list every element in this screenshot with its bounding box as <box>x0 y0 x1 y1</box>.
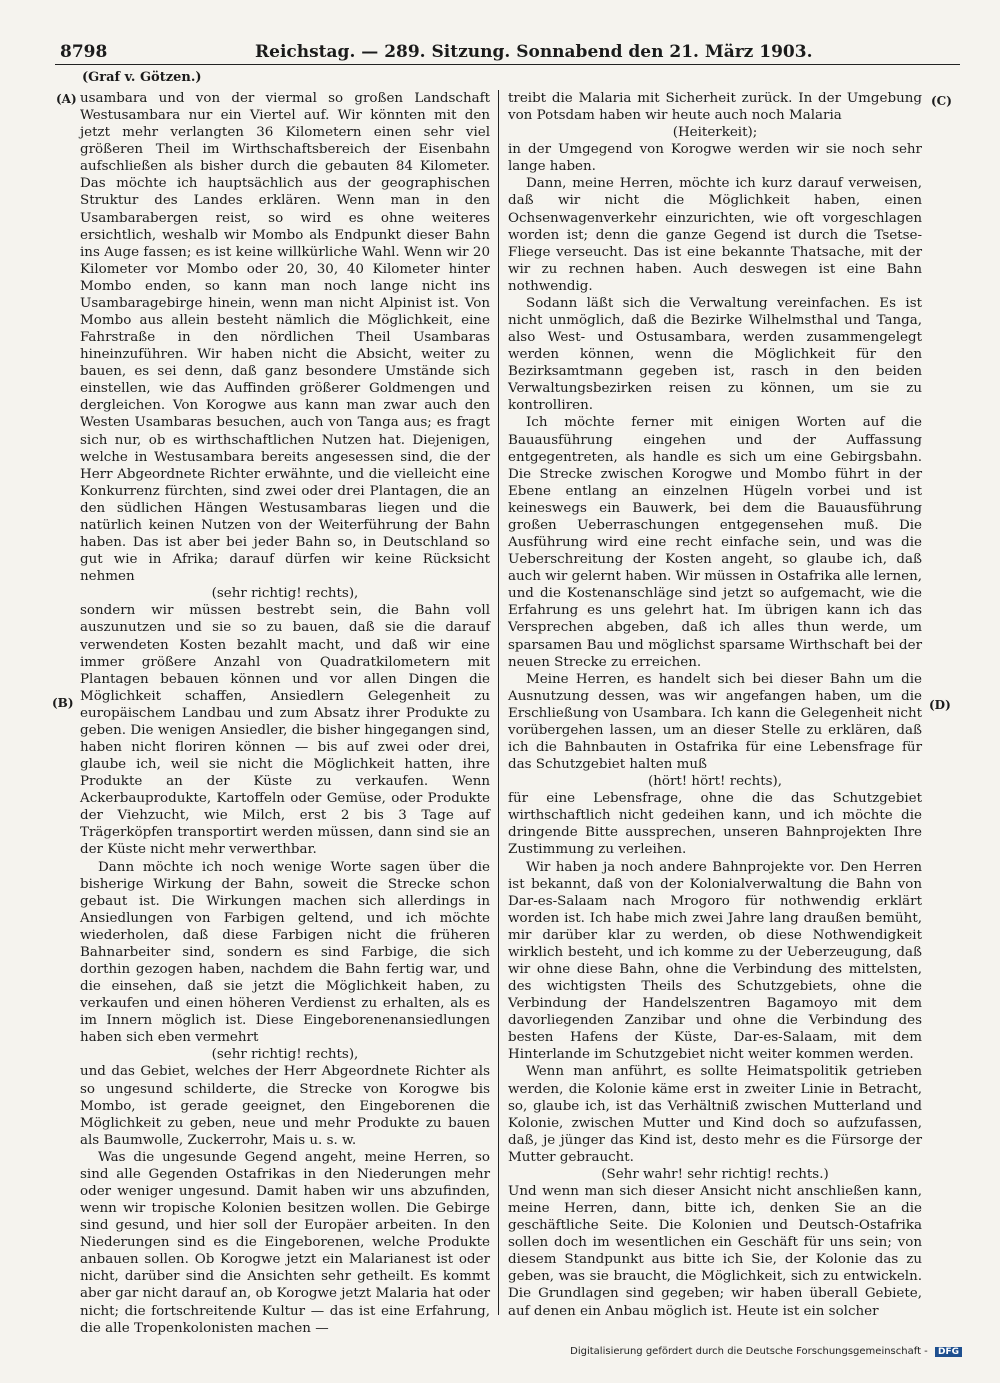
paragraph: Und wenn man sich dieser Ansicht nicht anschließen kann, meine Herren, dann, bitte ich, denken Sie an die geschäftliche Seite. Die Kolonien und Deutsch-Ostafrika sollen doch im wesentlichen ein Geschäft für uns sein; von diesem Standpunkt aus bitte ich Sie, der Kolonie das zu geben, was sie braucht, die Möglichkeit, sich zu entwickeln. Die Grundlagen sind gegeben; wir haben überall Gebiete, auf denen ein Anbau möglich ist. Heute ist ein solcher <box>508 1184 922 1319</box>
column-divider <box>498 90 499 1315</box>
digitization-footer <box>570 1346 962 1357</box>
paragraph: Was die ungesunde Gegend angeht, meine Herren, so sind alle Gegenden Ostafrikas in den Niederungen mehr oder weniger ungesund. Damit haben wir uns abzufinden, wenn wir tropische Kolonien besitzen wollen. Die Gebirge sind gesund, und hier soll der Europäer arbeiten. In den Niederungen sind es die Eingeborenen, welche Produkte anbauen sollen. Ob Korogwe jetzt ein Malarianest ist oder nicht, darüber sind die Ansichten sehr getheilt. Es kommt aber gar nicht darauf an, ob Korogwe jetzt Malaria hat oder nicht; die fortschreitende Kultur — das ist eine Erfahrung, die alle Tropenkolonisten machen — <box>80 1149 490 1336</box>
interjection: (Sehr wahr! sehr richtig! rechts.) <box>601 1166 829 1182</box>
paragraph: Wir haben ja noch andere Bahnprojekte vor. Den Herren ist bekannt, daß von der Kolonialverwaltung die Bahn von Dar-es-Salaam nach Mrogoro für nothwendig erklärt worden ist. Ich habe mich zwei Jahre lang draußen bemüht, mir darüber klar zu werden, ob diese Nothwendigkeit wirklich besteht, und ich komme zu der Ueberzeugung, daß wir ohne diese Bahn, ohne die Verbindung des mittelsten, des wichtigsten Theils des Schutzgebiets, ohne die Verbindung der Handelszentren Bagamoyo mit dem davorliegenden Zanzibar und ohne die Verbindung des besten Hafens der Küste, Dar-es-Salaam, mit dem Hinterlande im Schutzgebiet nicht weiter kommen werden. <box>508 859 922 1063</box>
interjection: (Heiterkeit); <box>672 125 758 141</box>
paragraph: Dann, meine Herren, möchte ich kurz darauf verweisen, daß wir nicht die Möglichkeit haben, einen Ochsenwagenverkehr einzurichten, wie oft vorgeschlagen worden ist; denn die ganze Gegend ist durch die Tsetse-Fliege verseucht. Das ist eine bekannte Thatsache, mit der wir zu rechnen haben. Auch deswegen ist eine Bahn nothwendig. <box>508 176 922 294</box>
paragraph: usambara und von der viermal so großen Landschaft Westusambara nur ein Viertel auf. Wir könnten mit den jetzt mehr verlangten 36 Kilometern einen sehr viel größeren Theil im Wirthschaftsbereich der Eisenbahn aufschließen als bisher durch die gebauten 84 Kilometer. Das möchte ich hauptsächlich aus der geographischen Struktur des Landes erklären. Wenn man in den Usambarabergen reist, so wird es ohne weiteres ersichtlich, weshalb wir Mombo als Endpunkt dieser Bahn ins Auge fassen; es ist keine willkürliche Wahl. Wenn wir 20 Kilometer vor Mombo oder 20, 30, 40 Kilometer hinter Mombo enden, so kann man noch lange nicht ins Usambaragebirge hinein, wenn man nicht Alpinist ist. Von Mombo aus allein besteht nämlich die Möglichkeit, eine Fahrstraße in den nördlichen Theil Usambaras hineinzuführen. Wir haben nicht die Absicht, weiter zu bauen, es sei denn, daß ganz besondere Umstände sich einstellen, wie das Auffinden größerer Goldmengen und dergleichen. Von Korogwe aus kann man zwar auch den Westen Usambaras besuchen, auch von Tanga aus; es fragt sich nur, ob es wirthschaftlichen Nutzen hat. Diejenigen, welche in Westusambara bereits angesessen sind, die der Herr Abgeordnete Richter erwähnte, und die vielleicht eine Konkurrenz fürchten, sind zwei oder drei Plantagen, die an den südlichen Hängen Westusambaras liegen und die natürlich keinen Nutzen von der Weiterführung der Bahn haben. Das ist aber bei jeder Bahn so, in Deutschland so gut wie in Afrika; darauf dürfen wir keine Rücksicht nehmen <box>80 91 490 585</box>
left-column <box>80 90 490 1337</box>
paragraph: sondern wir müssen bestrebt sein, die Bahn voll auszunutzen und sie so zu bauen, daß sie die darauf verwendeten Kosten bezahlt macht, und daß wir eine immer größere Anzahl von Quadratkilometern mit Plantagen bebauen können und vor allen Dingen die Möglichkeit schaffen, Ansiedlern Gelegenheit zu europäischem Landbau und zum Absatz ihrer Produkte zu geben. Die wenigen Ansiedler, die bisher hingegangen sind, haben nicht floriren können — bis auf zwei oder drei, glaube ich, weil sie nicht die Möglichkeit hatten, ihre Produkte an der Küste zu verkaufen. Wenn Ackerbauprodukte, Kartoffeln oder Gemüse, oder Produkte der Viehzucht, wie Milch, erst 2 bis 3 Tage auf Trägerköpfen transportirt werden müssen, dann sind sie an der Küste nicht mehr verwerthbar. <box>80 603 490 858</box>
margin-marker-a: (A) <box>56 92 77 106</box>
speaker-name: (Graf v. Götzen.) <box>82 70 202 85</box>
paragraph: Wenn man anführt, es sollte Heimatspolitik getrieben werden, die Kolonie käme erst in zweiter Linie in Betracht, so, glaube ich, ist das Verhältniß zwischen Mutterland und Kolonie, zwischen Mutter und Kind doch so aufzufassen, daß, je jünger das Kind ist, desto mehr es die Fürsorge der Mutter gebraucht. <box>508 1064 922 1165</box>
header-rule <box>55 64 960 65</box>
paragraph: für eine Lebensfrage, ohne die das Schutzgebiet wirthschaftlich nicht gedeihen kann, und ich möchte die dringende Bitte aussprechen, unseren Bahnprojekten Ihre Zustimmung zu verleihen. <box>508 791 922 858</box>
paragraph: Meine Herren, es handelt sich bei dieser Bahn um die Ausnutzung dessen, was wir angefangen haben, um die Erschließung von Usambara. Ich kann die Gelegenheit nicht vorübergehen lassen, um an dieser Stelle zu erklären, daß ich die Bahnbauten in Ostafrika für eine Lebensfrage für das Schutzgebiet halten muß <box>508 671 922 773</box>
paragraph: treibt die Malaria mit Sicherheit zurück. In der Umgebung von Potsdam haben wir heute auch noch Malaria <box>508 91 922 124</box>
margin-marker-d: (D) <box>929 698 951 712</box>
paragraph: Ich möchte ferner mit einigen Worten auf die Bauausführung eingehen und der Auffassung entgegentreten, als handle es sich um eine Gebirgsbahn. Die Strecke zwischen Korogwe und Mombo führt in der Ebene entlang an einzelnen Hügeln vorbei und ist keineswegs ein Bauwerk, bei dem die Bauausführung großen Ueberraschungen entgegensehen muß. Die Ausführung wird eine recht einfache sein, und was die Ueberschreitung der Kosten angeht, so glaube ich, daß auch wir gelernt haben. Wir müssen in Ostafrika alle lernen, und die Kostenanschläge sind jetzt so aufgemacht, wie die Erfahrung es uns gelehrt hat. Im übrigen kann ich das Versprechen abgeben, daß ich alles thun werde, um sparsamen Bau und möglichst sparsame Wirthschaft bei der neuen Strecke zu erreichen. <box>508 415 922 670</box>
paragraph: Dann möchte ich noch wenige Worte sagen über die bisherige Wirkung der Bahn, soweit die Strecke schon gebaut ist. Die Wirkungen machen sich allerdings in Ansiedlungen von Farbigen geltend, und ich möchte wiederholen, daß diese Farbigen nicht die früheren Bahnarbeiter sind, sondern es sind Farbige, die sich dorthin gezogen haben, nachdem die Bahn fertig war, und die einsehen, daß sie jetzt die Möglichkeit haben, zu verkaufen und einen höheren Verdienst zu erhalten, als es im Innern möglich ist. Diese Eingeborenenansiedlungen haben sich eben vermehrt <box>80 859 490 1046</box>
interjection: (sehr richtig! rechts), <box>211 1047 359 1063</box>
margin-marker-b: (B) <box>52 696 74 710</box>
footer-text: Digitalisierung gefördert durch die Deutsche Forschungsgemeinschaft - <box>570 1346 928 1357</box>
running-title: Reichstag. — 289. Sitzung. Sonnabend den 21. März 1903. <box>255 42 813 62</box>
interjection: (hört! hört! rechts), <box>647 774 783 790</box>
dfg-logo: DFG <box>935 1347 962 1357</box>
paragraph: in der Umgegend von Korogwe werden wir sie noch sehr lange haben. <box>508 142 922 175</box>
paragraph: Sodann läßt sich die Verwaltung vereinfachen. Es ist nicht unmöglich, daß die Bezirke Wilhelmsthal und Tanga, also West- und Ostusambara, werden zusammengelegt werden können, wenn die Möglichkeit für den Bezirksamtmann gegeben ist, rasch in den beiden Verwaltungsbezirken reisen zu können, um sie zu kontrolliren. <box>508 295 922 414</box>
interjection: (sehr richtig! rechts), <box>211 586 359 602</box>
margin-marker-c: (C) <box>931 94 952 108</box>
page-number: 8798 <box>60 42 108 62</box>
right-column <box>508 90 922 1320</box>
paragraph: und das Gebiet, welches der Herr Abgeordnete Richter als so ungesund schilderte, die Strecke von Korogwe bis Mombo, ist gerade geeignet, den Eingeborenen die Möglichkeit zu geben, neue und mehr Produkte zu bauen als Baumwolle, Zuckerrohr, Mais u. s. w. <box>80 1064 490 1148</box>
